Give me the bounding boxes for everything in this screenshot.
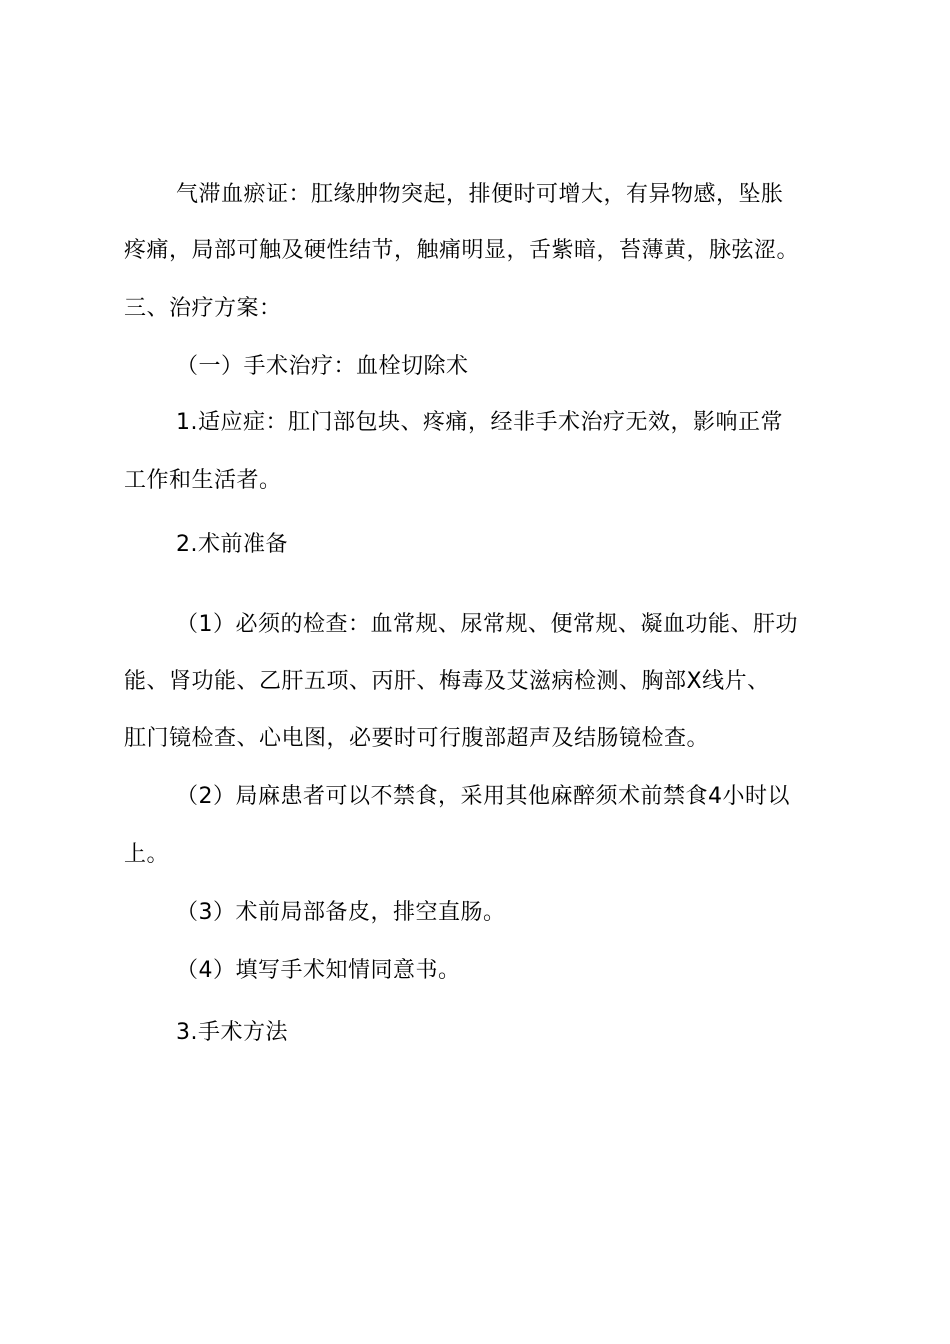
surgical-method-heading: 3.手术方法 xyxy=(176,1020,288,1045)
subheading-surgical-treatment: （一）手术治疗：血栓切除术 xyxy=(176,354,469,379)
required-tests-line-2: 能、肾功能、乙肝五项、丙肝、梅毒及艾滋病检测、胸部X线片、 xyxy=(124,669,770,694)
fasting-line-1: （2）局麻患者可以不禁食，采用其他麻醉须术前禁食4小时以 xyxy=(176,784,790,809)
indications-line-1: 1.适应症：肛门部包块、疼痛，经非手术治疗无效，影响正常 xyxy=(176,410,783,435)
section-heading-treatment-plan: 三、治疗方案： xyxy=(124,296,282,321)
indications-line-2: 工作和生活者。 xyxy=(124,468,282,493)
paragraph-qi-stagnation-line-1: 气滞血瘀证：肛缘肿物突起，排便时可增大，有异物感，坠胀 xyxy=(176,182,784,207)
preoperative-preparation-heading: 2.术前准备 xyxy=(176,532,288,557)
fasting-line-2: 上。 xyxy=(124,842,170,867)
paragraph-qi-stagnation-line-2: 疼痛，局部可触及硬性结节，触痛明显，舌紫暗，苔薄黄，脉弦涩。 xyxy=(124,238,800,263)
consent-form-item: （4）填写手术知情同意书。 xyxy=(176,958,461,983)
required-tests-line-1: （1）必须的检查：血常规、尿常规、便常规、凝血功能、肝功 xyxy=(176,612,798,637)
required-tests-line-3: 肛门镜检查、心电图，必要时可行腹部超声及结肠镜检查。 xyxy=(124,726,710,751)
skin-prep-item: （3）术前局部备皮，排空直肠。 xyxy=(176,900,506,925)
